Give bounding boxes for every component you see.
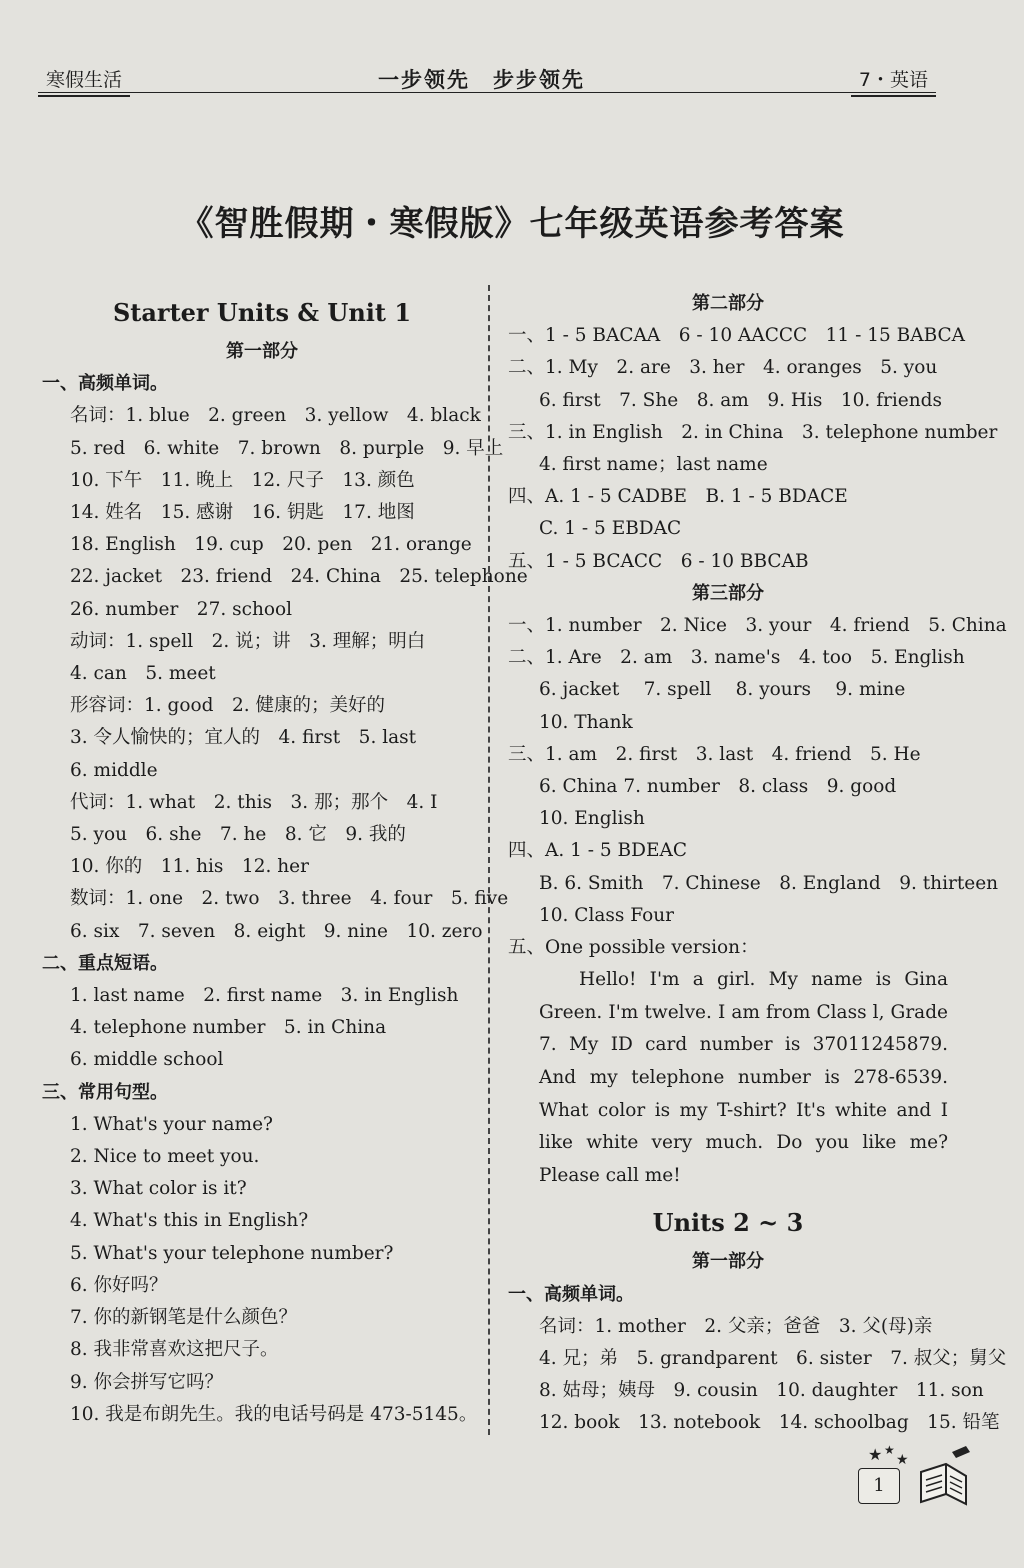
svg-text:★: ★: [896, 1452, 909, 1468]
answer-line: 二、1. Are 2. am 3. name's 4. too 5. English: [508, 647, 965, 669]
answer-line: 6. 你好吗？: [70, 1274, 168, 1296]
answer-line: 6. jacket 7. spell 8. yours 9. mine: [539, 679, 906, 701]
section-heading: 一、高频单词。: [42, 373, 168, 395]
header-slogan: 一步领先 步步领先: [378, 67, 585, 92]
header-rule: [38, 92, 936, 93]
answer-line: 3. What color is it?: [70, 1178, 247, 1200]
answer-line: 6. middle: [70, 759, 158, 781]
answer-line: 一、1 - 5 BACAA 6 - 10 AACCC 11 - 15 BABCA: [508, 325, 966, 347]
svg-text:★: ★: [884, 1443, 895, 1457]
answer-line: 4. telephone number 5. in China: [70, 1017, 387, 1039]
answer-line: 形容词：1. good 2. 健康的；美好的: [70, 695, 386, 717]
answer-line: 10. 你的 11. his 12. her: [70, 856, 309, 878]
answer-list: [508, 1279, 1007, 1440]
answer-line: 6. six 7. seven 8. eight 9. nine 10. zero: [70, 920, 483, 942]
part-heading: 第一部分: [226, 341, 298, 362]
answer-line: 5. red 6. white 7. brown 8. purple 9. 早上: [70, 437, 504, 459]
page-number: 1: [858, 1468, 900, 1504]
answer-line: 8. 姑母；姨母 9. cousin 10. daughter 11. son: [539, 1380, 984, 1402]
answer-line: 四、A. 1 - 5 BDEAC: [508, 840, 688, 862]
answer-line: 10. Class Four: [539, 904, 674, 926]
answer-line: 5. you 6. she 7. he 8. 它 9. 我的: [70, 824, 406, 846]
section-heading: 三、常用句型。: [42, 1081, 168, 1103]
section-heading: 二、重点短语。: [42, 952, 168, 974]
answer-line: 五、One possible version：: [508, 937, 759, 959]
answer-line: 3. 令人愉快的；宜人的 4. first 5. last: [70, 727, 417, 749]
answer-line: 7. 你的新钢笔是什么颜色？: [70, 1307, 298, 1329]
svg-text:★: ★: [868, 1445, 883, 1464]
answer-line: 代词：1. what 2. this 3. 那；那个 4. I: [70, 791, 438, 813]
answer-line: 22. jacket 23. friend 24. China 25. telephone: [70, 566, 528, 588]
answer-line: 26. number 27. school: [70, 598, 293, 620]
answer-line: 12. book 13. notebook 14. schoolbag 15. 铅笔: [539, 1412, 1000, 1434]
answer-line: 14. 姓名 15. 感谢 16. 钥匙 17. 地图: [70, 502, 415, 524]
answer-line: 4. What's this in English?: [70, 1210, 309, 1232]
answer-line: 10. 下午 11. 晚上 12. 尺子 13. 颜色: [70, 469, 415, 491]
answer-line: 10. Thank: [539, 711, 633, 733]
answer-line: 三、1. in English 2. in China 3. telephone number: [508, 421, 998, 443]
answer-line: 动词：1. spell 2. 说；讲 3. 理解；明白: [70, 630, 426, 652]
answer-list: [508, 320, 998, 578]
header-left-label: 寒假生活: [38, 62, 130, 97]
essay-paragraph: [508, 964, 948, 1192]
right-column: [508, 288, 1007, 1440]
page-title: 《智胜假期・寒假版》七年级英语参考答案: [179, 204, 845, 244]
header-right-label: 7・英语: [851, 62, 936, 97]
answer-line: 五、1 - 5 BCACC 6 - 10 BBCAB: [508, 550, 809, 572]
part-heading: 第二部分: [692, 293, 764, 314]
unit-title: Starter Units & Unit 1: [112, 298, 412, 327]
answer-line: C. 1 - 5 EBDAC: [539, 518, 682, 540]
answer-line: 三、1. am 2. first 3. last 4. friend 5. He: [508, 743, 921, 765]
answer-line: 6. first 7. She 8. am 9. His 10. friends: [539, 389, 942, 411]
answer-line: 10. 我是布朗先生。我的电话号码是 473-5145。: [70, 1403, 478, 1425]
answer-line: 5. What's your telephone number?: [70, 1242, 394, 1264]
answer-line: 数词：1. one 2. two 3. three 4. four 5. five: [70, 888, 509, 910]
part-heading: 第一部分: [692, 1251, 764, 1273]
part-heading: 第三部分: [692, 582, 764, 604]
answer-line: 4. 兄；弟 5. grandparent 6. sister 7. 叔父；舅父: [539, 1348, 1007, 1370]
answer-line: 4. can 5. meet: [70, 663, 216, 685]
unit-title: Units 2 ~ 3: [652, 1208, 804, 1238]
answer-list: [42, 368, 528, 1431]
answer-line: 6. middle school: [70, 1049, 224, 1071]
answer-line: 名词：1. blue 2. green 3. yellow 4. black: [70, 405, 481, 427]
answer-line: 1. What's your name?: [70, 1113, 273, 1135]
essay-text: Hello! I'm a girl. My name is Gina Green. I'm twelve. I am from Class l, Grade 7. My ID card number is 37011245879. And my telephone number is 278-6539. What color is my T-shirt? It's white and I like white very much. Do you like me? Please call me!: [539, 969, 948, 1186]
section-heading: 一、高频单词。: [508, 1283, 634, 1305]
answer-line: B. 6. Smith 7. Chinese 8. England 9. thirteen: [539, 872, 999, 894]
answer-line: 1. last name 2. first name 3. in English: [70, 985, 459, 1007]
answer-line: 9. 你会拼写它吗？: [70, 1371, 224, 1393]
answer-line: 8. 我非常喜欢这把尺子。: [70, 1339, 279, 1361]
left-column: [42, 288, 528, 1431]
answer-list: [508, 610, 1007, 964]
page-header: [38, 62, 936, 96]
answer-line: 2. Nice to meet you.: [70, 1146, 260, 1168]
answer-line: 10. English: [539, 808, 645, 830]
answer-line: 四、A. 1 - 5 CADBE B. 1 - 5 BDACE: [508, 486, 848, 508]
answer-line: 一、1. number 2. Nice 3. your 4. friend 5. China: [508, 615, 1007, 637]
answer-line: 4. first name；last name: [539, 454, 768, 476]
answer-line: 6. China 7. number 8. class 9. good: [539, 776, 897, 798]
answer-line: 名词：1. mother 2. 父亲；爸爸 3. 父(母)亲: [539, 1315, 933, 1337]
answer-line: 二、1. My 2. are 3. her 4. oranges 5. you: [508, 357, 938, 379]
answer-line: 18. English 19. cup 20. pen 21. orange: [70, 534, 472, 556]
